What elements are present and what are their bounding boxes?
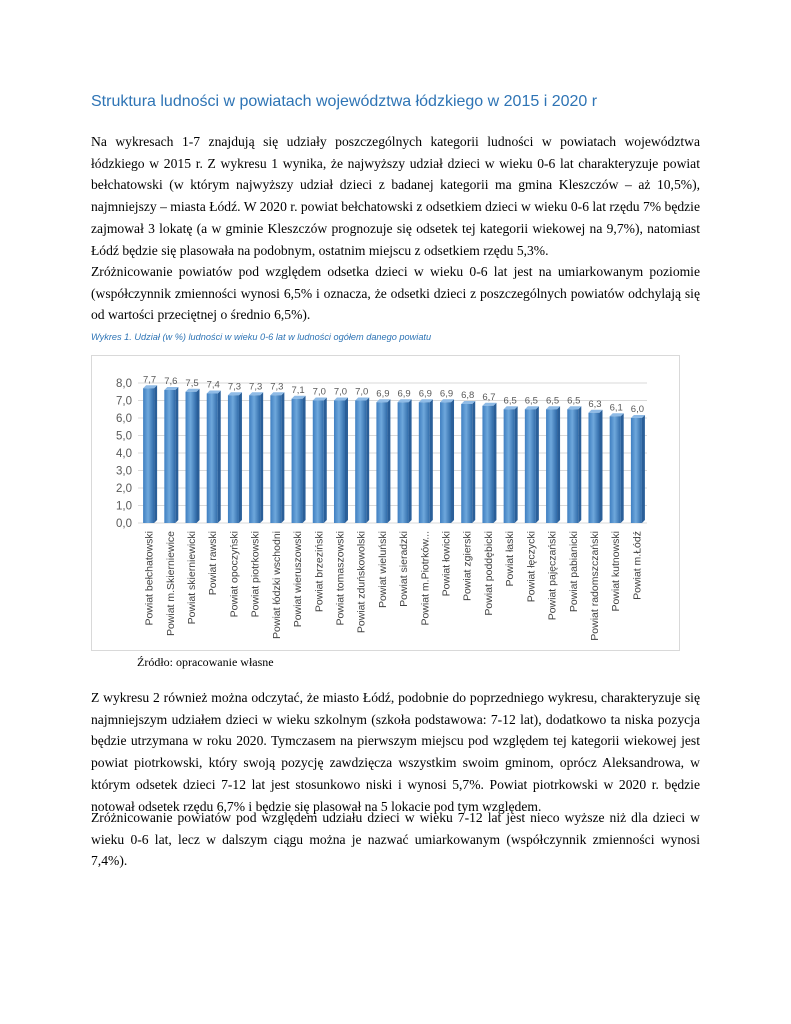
bar xyxy=(270,395,281,523)
data-label: 7,3 xyxy=(270,381,284,393)
bar-side xyxy=(621,413,624,523)
bar-side xyxy=(303,396,306,523)
data-label: 6,5 xyxy=(545,395,560,407)
bar-side xyxy=(281,392,284,523)
x-tick-label: Powiat wieluński xyxy=(376,531,389,609)
x-tick-label: Powiat łęczycki xyxy=(525,531,538,603)
data-label: 7,4 xyxy=(206,379,220,391)
y-tick-label: 8,0 xyxy=(116,378,132,390)
bar xyxy=(292,399,303,523)
bar-side xyxy=(578,406,581,523)
y-tick-label: 6,0 xyxy=(116,413,132,425)
bar-side xyxy=(642,415,645,523)
x-tick-label: Powiat łowicki xyxy=(440,531,453,597)
x-tick-label: Powiat łódzki wschodni xyxy=(270,531,283,639)
bar xyxy=(376,402,387,523)
bar xyxy=(398,402,409,523)
data-label: 6,1 xyxy=(609,402,623,414)
x-tick-label: Powiat tomaszowski xyxy=(334,531,347,626)
bar xyxy=(228,395,239,523)
bar xyxy=(249,395,260,523)
x-tick-label: Powiat skierniewicki xyxy=(186,531,199,625)
x-tick-label: Powiat sieradzki xyxy=(398,531,411,607)
bar-side xyxy=(366,398,369,524)
bar xyxy=(567,409,578,523)
x-tick-label: Powiat zduńskowolski xyxy=(355,531,368,634)
data-label: 6,5 xyxy=(524,395,538,407)
y-tick-label: 3,0 xyxy=(116,465,132,478)
data-label: 6,5 xyxy=(567,395,581,407)
x-tick-label: Powiat wieruszowski xyxy=(292,531,305,628)
x-tick-label: Powiat piotrkowski xyxy=(249,531,262,618)
bar-side xyxy=(493,403,496,523)
bar-chart xyxy=(91,355,680,651)
x-tick-label: Powiat łaski xyxy=(504,531,517,587)
y-tick-label: 2,0 xyxy=(116,483,132,495)
y-tick-label: 1,0 xyxy=(116,500,132,513)
bar-side xyxy=(239,392,242,523)
x-tick-label: Powiat opoczyński xyxy=(228,531,241,618)
bar xyxy=(482,406,493,523)
y-tick-label: 7,0 xyxy=(116,395,132,408)
bar xyxy=(440,402,451,523)
data-label: 7,3 xyxy=(227,381,242,393)
bar xyxy=(588,413,599,523)
bar-side xyxy=(451,399,454,523)
bar xyxy=(334,401,345,524)
data-label: 6,9 xyxy=(418,388,432,400)
bar-side xyxy=(430,399,433,523)
data-label: 7,0 xyxy=(355,386,369,398)
chart-caption: Wykres 1. Udział (w %) ludności w wieku 0-6 lat w ludności ogółem danego powiatu xyxy=(91,332,432,342)
x-tick-label: Powiat bełchatowski xyxy=(143,531,156,626)
data-label: 7,7 xyxy=(142,374,157,386)
data-label: 6,0 xyxy=(630,404,645,415)
bar-side xyxy=(387,399,390,523)
bar-side xyxy=(154,385,157,523)
x-tick-label: Powiat poddębicki xyxy=(482,531,495,616)
bar xyxy=(631,418,642,523)
x-tick-label: Powiat m.Piotrków... xyxy=(419,531,432,626)
bar-side xyxy=(536,406,539,523)
paragraph-4: Zróżnicowanie powiatów pod względem udziału dzieci w wieku 7-12 lat jest nieco wyższe niż dla dzieci w wieku 0-6 lat, lecz w dalszym ciągu można je nazwać umiarkowanym (współczynnik zmienności wynosi 7,4%). xyxy=(91,810,700,869)
x-tick-label: Powiat brzeziński xyxy=(313,531,326,613)
bar xyxy=(610,416,621,523)
bar xyxy=(525,409,536,523)
data-label: 7,0 xyxy=(312,386,326,398)
page-title: Struktura ludności w powiatach województwa łódzkiego w 2015 i 2020 r xyxy=(91,93,598,110)
x-tick-label: Powiat rawski xyxy=(207,531,220,596)
data-label: 6,3 xyxy=(588,398,602,410)
data-label: 7,3 xyxy=(249,381,263,393)
data-label: 6,9 xyxy=(439,388,454,400)
bar-side xyxy=(218,391,221,524)
bar xyxy=(164,390,175,523)
bar-side xyxy=(409,399,412,523)
paragraph-1: Na wykresach 1-7 znajdują się udziały poszczególnych kategorii ludności w powiatach województwa łódzkiego w 2015 r. Z wykresu 1 wynika, że najwyższy udział dzieci w wieku 0-6 lat charakteryzuje powiat bełchatowski (w którym najwyższy udział dzieci z badanej kategorii ma gmina Kleszczów – aż 10,5%), najmniejszy – miasta Łódź. W 2020 r. powiat bełchatowski z odsetkiem dzieci w wieku 0-6 lat rzędu 7% będzie zajmował 3 lokatę (a w gminie Kleszczów prognozuje się odsetek tej kategorii wiekowej na 9,7%), natomiast Łódź będzie się plasowała na podobnym, ostatnim miejscu z odsetkiem rzędu 5,3%. xyxy=(91,134,700,258)
bar-side xyxy=(197,389,200,523)
data-label: 7,5 xyxy=(185,377,199,389)
bar xyxy=(207,394,218,524)
bar xyxy=(419,402,430,523)
paragraph-2: Zróżnicowanie powiatów pod względem odsetka dzieci w wieku 0-6 lat jest na umiarkowanym poziomie (współczynnik zmienności wynosi 6,5% i oznacza, że odsetki dzieci z poszczególnych powiatów odchylają się od wartości przeciętnej o średnio 6,5%). xyxy=(91,264,700,323)
bar xyxy=(355,401,366,524)
bar xyxy=(313,401,324,524)
bar xyxy=(504,409,515,523)
x-tick-label: Powiat kutnowski xyxy=(610,531,623,612)
bar xyxy=(186,392,197,523)
bar-side xyxy=(324,398,327,524)
data-label: 7,0 xyxy=(333,386,348,398)
data-label: 6,5 xyxy=(503,395,517,407)
x-tick-label: Powiat m.Skierniewice xyxy=(164,531,177,637)
bar-side xyxy=(345,398,348,524)
data-label: 7,1 xyxy=(291,384,305,396)
x-tick-label: Powiat zgierski xyxy=(461,531,474,602)
bar xyxy=(143,388,154,523)
bar-side xyxy=(515,406,518,523)
data-label: 6,9 xyxy=(376,388,390,400)
data-label: 6,7 xyxy=(482,391,496,403)
paragraph-3: Z wykresu 2 również można odczytać, że miasto Łódź, podobnie do poprzedniego wykresu, charakteryzuje się najmniejszym udziałem dzieci w wieku szkolnym (szkoła podstawowa: 7-12 lat), dodatkowo ta niska pozycja będzie utrzymana w roku 2020. Tymczasem na pierwszym miejscu pod względem tej kategorii wiekowej jest powiat piotrkowski, który swoją pozycję zawdzięcza wszystkim swoim gminom, oprócz Aleksandrowa, w którym odsetek dzieci 7-12 lat jest stosunkowo niski i wynosi 5,7%. Powiat piotrkowski w 2020 r. będzie notował odsetek rzędu 6,7% i będzie się plasował na 5 lokacie pod tym względem. xyxy=(91,690,700,814)
bar-side xyxy=(599,410,602,523)
data-label: 6,8 xyxy=(461,390,475,401)
x-tick-label: Powiat radomszczański xyxy=(588,531,601,641)
x-tick-label: Powiat m.Łódź xyxy=(631,531,644,600)
bar xyxy=(546,409,557,523)
bar-side xyxy=(472,401,475,523)
y-tick-label: 5,0 xyxy=(116,430,132,443)
bar xyxy=(461,404,472,523)
bar-side xyxy=(557,406,560,523)
x-tick-label: Powiat pajęczański xyxy=(546,531,559,621)
x-tick-label: Powiat pabianicki xyxy=(567,531,580,613)
bar-chart-svg xyxy=(92,356,681,652)
bar-side xyxy=(260,392,263,523)
data-label: 6,9 xyxy=(397,388,411,400)
y-tick-label: 4,0 xyxy=(116,448,132,460)
data-label: 7,6 xyxy=(164,376,178,387)
source-note: Źródło: opracowanie własne xyxy=(137,655,274,669)
y-tick-label: 0,0 xyxy=(116,518,132,530)
bar-side xyxy=(175,387,178,523)
